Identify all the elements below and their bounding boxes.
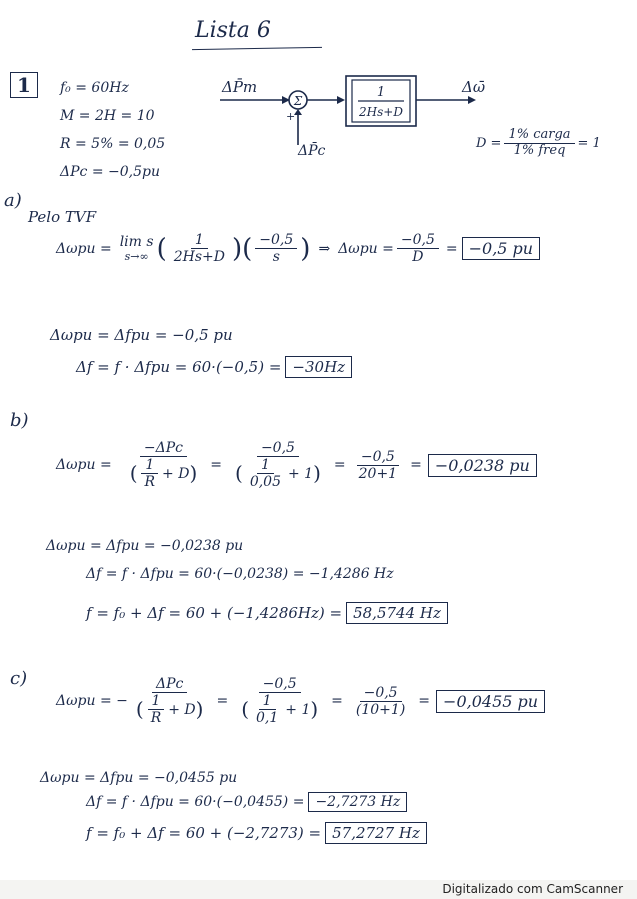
part-c-frac2-den [237,693,322,726]
paren-open: ( [129,461,138,486]
part-b-label: b) [10,410,29,431]
part-c-line4 [86,822,427,844]
part-c-frac1 [132,676,208,726]
part-b-line2: Δωpu = Δfpu = −0,0238 pu [46,538,244,554]
part-c-frac1-inner [147,693,166,726]
part-b-line4 [86,602,448,624]
part-a-lhs: Δωpu = [56,240,112,257]
part-a-result-box: −0,5 pu [462,237,540,260]
part-a-frac2-den: s [272,249,280,266]
part-b-eq3: = [410,457,422,474]
paren-close: ) [189,461,198,486]
part-c-frac3-den: (10+1) [355,701,406,718]
d-def-num: 1% carga [504,128,574,144]
part-c-frac1-num: ΔPc [152,676,187,693]
part-b-f1-den-plus: + D [162,465,190,482]
given-r: R = 5% = 0,05 [60,136,166,152]
part-b-frac1-inner [141,457,160,490]
part-c-frac3-num: −0,5 [360,685,402,702]
part-a-arrow: ⇒ [318,240,331,257]
given-m: M = 2H = 10 [60,108,155,124]
part-b-result-box: −0,0238 pu [428,454,537,477]
paren-open: ( [156,233,167,264]
part-c-f2-den-num: 1 [259,693,276,710]
d-def-lhs: D = [476,135,502,151]
part-c-line3 [86,792,407,812]
sum-symbol: Σ [293,94,303,108]
plus-sign: + [286,110,296,123]
diagram-output-label: Δω̄ [462,78,486,96]
part-c-f1-den-den: R [150,710,162,727]
part-c-eq2: = [331,693,343,710]
part-c-result-box: −0,0455 pu [436,690,545,713]
part-c-f1-den-plus: + D [168,701,196,718]
block-numerator: 1 [376,85,386,100]
part-c-label: c) [10,668,28,689]
part-b-eq1: = [210,457,222,474]
part-a-label: a) [4,190,22,211]
part-a-result-eq: = [445,240,458,257]
part-c-eq1: = [216,693,229,710]
given-dpc: ΔPc = −0,5pu [60,164,160,180]
part-c-frac2 [237,676,322,726]
part-a-result-num: −0,5 [397,232,439,249]
given-f0: f₀ = 60Hz [60,80,129,96]
part-b-frac3-den: 20+1 [358,465,398,482]
part-b-frac1-num: −ΔPc [140,440,187,457]
d-definition [476,128,601,159]
part-a-frac2-num: −0,5 [255,232,297,249]
part-b-f1-den-den: R [144,474,156,491]
part-c-frac2-inner [252,693,282,726]
part-c-frac3 [352,685,409,718]
page-title: Lista 6 [195,18,271,43]
part-c-line4-box: 57,2727 Hz [325,822,427,844]
title-underline [192,47,322,50]
part-c-equation [56,676,545,726]
diagram-feedback-label: ΔP̄c [298,143,326,159]
paren-close: ) [300,233,311,264]
part-c-eq3: = [418,693,431,710]
paren-close: ) [195,697,204,722]
output-arrow-head [468,96,476,104]
diagram-input-label: ΔP̄m [222,78,258,96]
paren-open: ( [241,697,249,722]
part-a-line3-box: −30Hz [285,356,352,378]
part-c-line4-text: f = f₀ + Δf = 60 + (−2,7273) = [86,824,322,842]
part-c-line2: Δωpu = Δfpu = −0,0455 pu [40,770,238,786]
paren-open: ( [135,697,144,722]
part-a-frac1-den: 2Hs+D [173,249,225,266]
part-b-f1-den-num: 1 [141,457,158,474]
d-def-fraction [504,128,574,159]
part-c-f2-den-plus: + 1 [285,701,311,718]
d-def-den: 1% freq [513,142,566,158]
part-b-f2-den-num: 1 [257,457,274,474]
part-b-line4-text: f = f₀ + Δf = 60 + (−1,4286Hz) = [86,604,343,622]
part-b-frac2 [231,440,325,490]
part-b-frac2-num: −0,5 [257,440,299,457]
part-b-f2-den-den: 0,05 [249,474,281,491]
part-b-line3: Δf = f · Δfpu = 60·(−0,0238) = −1,4286 Hz [86,566,394,582]
part-c-frac1-den [132,693,208,726]
part-a-frac1-num: 1 [191,232,208,249]
part-b-frac1 [126,440,202,490]
part-b-frac2-den [231,457,325,490]
part-c-line3-box: −2,7273 Hz [308,792,407,812]
part-a-lim: lim s [119,233,154,250]
part-a-line2: Δωpu = Δfpu = −0,5 pu [50,326,233,344]
part-a-line3-text: Δf = f · Δfpu = 60·(−0,5) = [76,358,282,376]
part-b-line4-box: 58,5744 Hz [346,602,448,624]
paren-close: ) [231,233,243,264]
paren-open: ( [242,233,253,264]
part-a-method: Pelo TVF [28,208,97,226]
paren-close: ) [313,461,321,486]
paren-close: ) [310,697,319,722]
block-denominator: 2Hs+D [359,105,403,119]
mid-arrow-head [337,96,345,104]
part-a-frac1 [170,232,229,265]
part-b-frac3 [355,449,401,482]
part-a-frac2 [255,232,297,265]
part-c-line3-text: Δf = f · Δfpu = 60·(−0,0455) = [86,794,305,810]
part-a-result-lhs: Δωpu = [338,240,394,257]
d-def-rhs: = 1 [577,135,601,151]
part-c-lhs: Δωpu = − [56,693,128,710]
part-a-equation [56,232,540,265]
part-b-frac3-num: −0,5 [357,449,399,466]
part-b-f2-den-plus: + 1 [287,465,314,482]
part-a-result-den: D [412,249,424,266]
scanner-footer [0,880,637,899]
part-b-frac2-inner [246,457,285,490]
part-a-line3 [76,356,352,378]
part-c-frac2-num: −0,5 [259,676,301,693]
footer-text: Digitalizado com CamScanner [442,882,623,896]
part-b-equation [56,440,537,490]
part-c-f1-den-num: 1 [148,693,165,710]
part-c-f2-den-den: 0,1 [256,710,279,727]
part-a-limit [120,234,154,264]
problem-number: 1 [10,72,38,98]
part-b-lhs: Δωpu = [56,457,112,474]
part-a-result-frac [397,232,439,265]
part-b-eq2: = [333,457,346,474]
part-a-lim-sub: s→∞ [124,250,149,264]
paren-open: ( [235,461,243,486]
part-b-frac1-den [126,457,202,490]
